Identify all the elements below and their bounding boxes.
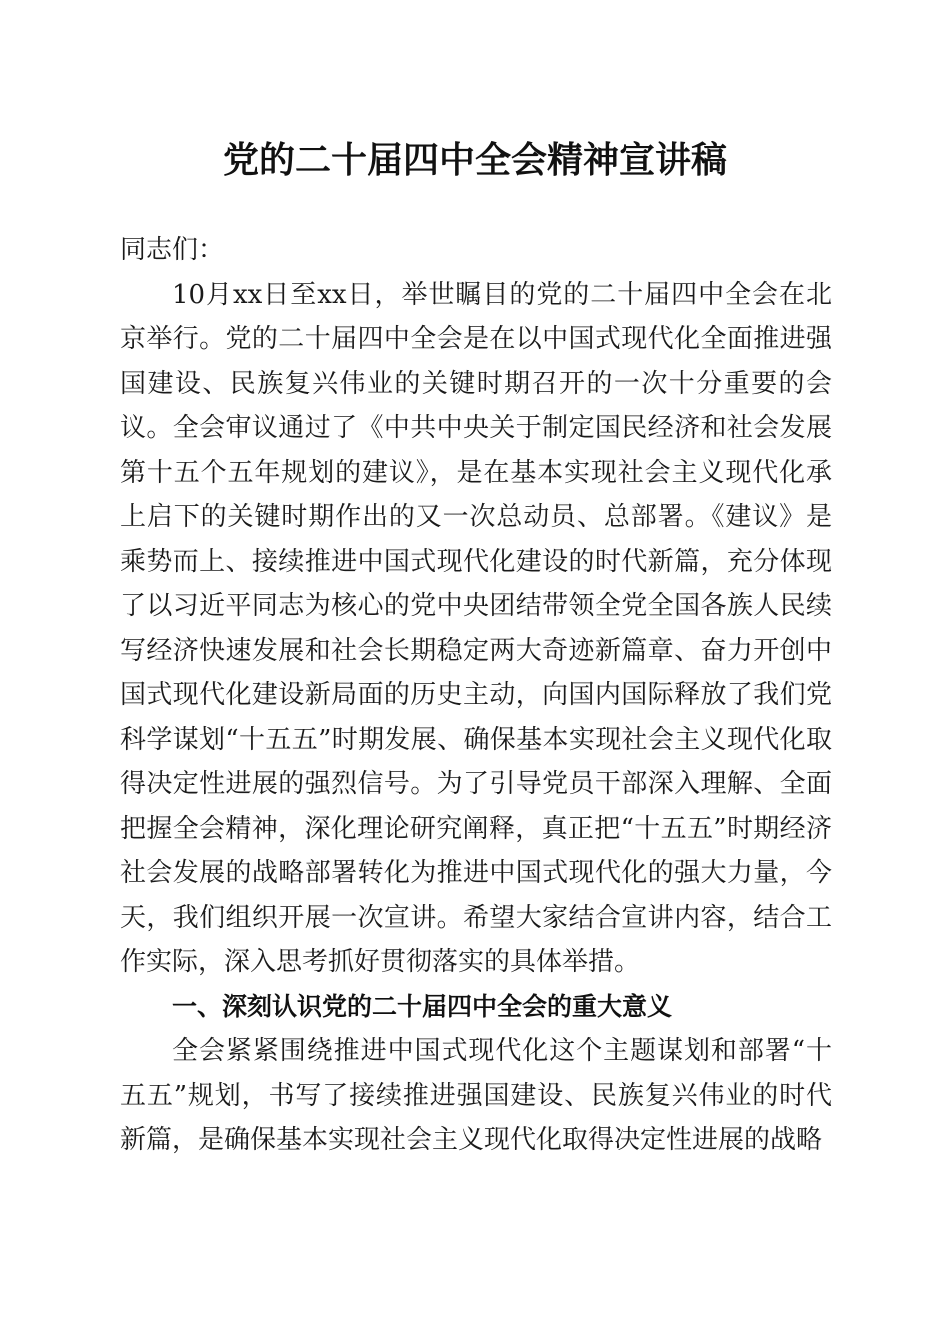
salutation: 同志们： [120, 235, 225, 265]
intro-paragraph: 10月xx日至xx日，举世瞩目的党的二十届四中全会在北京举行。党的二十届四中全会是在以中国式现代化全面推进强国建设、民族复兴伟业的关键时期召开的一次十分重要的会议。全会审议通过了《中共中央关于制定国民经济和社会发展第十五个五年规划的建议》，是在基本实现社会主义现代化承上启下的关键时期作出的又一次总动员、总部署。《建议》是乘势而上、接续推进中国式现代化建设的时代新篇，充分体现了以习近平同志为核心的党中央团结带领全党全国各族人民续写经济快速发展和社会长期稳定两大奇迹新篇章、奋力开创中国式现代化建设新局面的历史主动，向国内国际释放了我们党科学谋划“十五五”时期发展、确保基本实现社会主义现代化取得决定性进展的强烈信号。为了引导党员干部深入理解、全面把握全会精神，深化理论研究阐释，真正把“十五五”时期经济社会发展的战略部署转化为推进中国式现代化的强大力量，今天，我们组织开展一次宣讲。希望大家结合宣讲内容，结合工作实际，深入思考抓好贯彻落实的具体举措。 [120, 279, 832, 977]
document-title: 党的二十届四中全会精神宣讲稿 [222, 139, 727, 181]
document-body [120, 228, 832, 1163]
section-paragraph: 全会紧紧围绕推进中国式现代化这个主题谋划和部署“十五五”规划，书写了接续推进强国建设、民族复兴伟业的时代新篇，是确保基本实现社会主义现代化取得决定性进展的战略 [120, 1036, 832, 1155]
section-heading: 一、深刻认识党的二十届四中全会的重大意义 [172, 991, 673, 1021]
